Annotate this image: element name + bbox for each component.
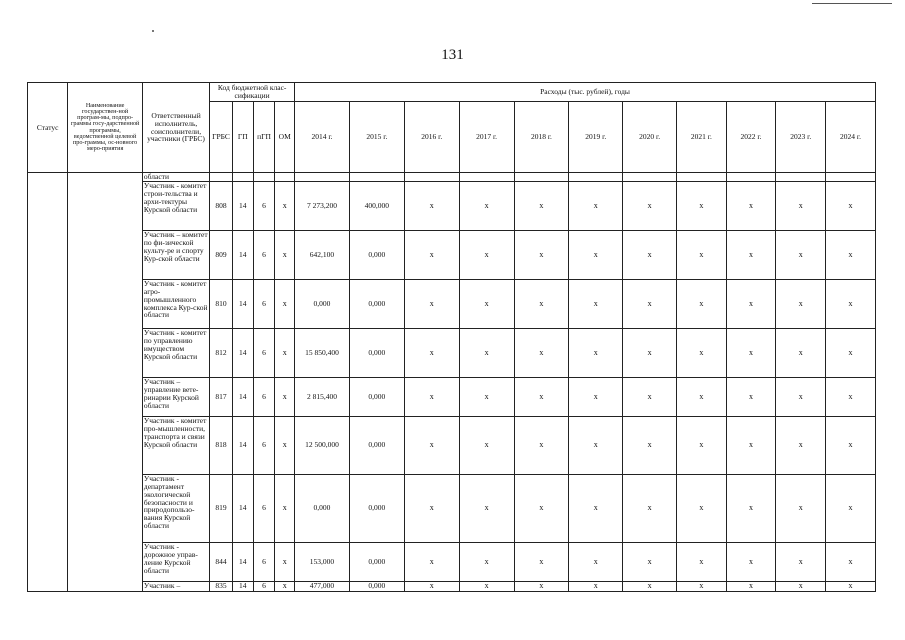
value-cell: х bbox=[726, 230, 776, 279]
value-cell: х bbox=[677, 377, 727, 416]
value-cell: х bbox=[726, 377, 776, 416]
value-cell: х bbox=[776, 230, 826, 279]
value-cell: х bbox=[677, 474, 727, 542]
grbs-cell: 808 bbox=[210, 181, 233, 230]
value-cell: х bbox=[677, 181, 727, 230]
gp-cell: 14 bbox=[232, 328, 253, 377]
header-year-0: 2014 г. bbox=[295, 102, 350, 173]
table-row bbox=[28, 416, 876, 474]
gp-cell: 14 bbox=[232, 377, 253, 416]
om-cell: х bbox=[275, 581, 295, 591]
value-cell: х bbox=[726, 279, 776, 328]
value-cell: х bbox=[677, 542, 727, 581]
participant-cell: Участник - комитет агро-промышленного комплекса Кур-ской области bbox=[142, 279, 209, 328]
table-row bbox=[28, 181, 876, 230]
table-row bbox=[28, 581, 876, 591]
header-code-2: пГП bbox=[253, 102, 275, 173]
pgp-cell: 6 bbox=[253, 279, 275, 328]
value-cell: х bbox=[459, 230, 514, 279]
header-year-4: 2018 г. bbox=[514, 102, 569, 173]
value-cell: 0,000 bbox=[295, 279, 350, 328]
value-cell: х bbox=[726, 328, 776, 377]
value-cell: х bbox=[623, 181, 677, 230]
scan-speck bbox=[152, 30, 154, 32]
value-cell: х bbox=[826, 377, 876, 416]
header-year-7: 2021 г. bbox=[677, 102, 727, 173]
value-cell: 0,000 bbox=[349, 279, 404, 328]
header-name: Наименование государствен-ной програм-мы, подпро-граммы госу-дарственной программы, ведомственной целевой про-граммы, ос-новного меро-приятия bbox=[68, 83, 143, 173]
pgp-cell: 6 bbox=[253, 542, 275, 581]
value-cell: х bbox=[569, 279, 623, 328]
value-cell: х bbox=[776, 542, 826, 581]
participant-cell: Участник - комитет по управлению имуществом Курской области bbox=[142, 328, 209, 377]
status-cell bbox=[28, 173, 68, 592]
value-cell: 7 273,200 bbox=[295, 181, 350, 230]
grbs-cell: 844 bbox=[210, 542, 233, 581]
value-cell: х bbox=[404, 542, 459, 581]
value-cell: х bbox=[826, 581, 876, 591]
budget-table bbox=[27, 82, 876, 592]
header-responsible: Ответственный исполнитель, соисполнители, участники (ГРБС) bbox=[142, 83, 209, 173]
value-cell: 0,000 bbox=[295, 474, 350, 542]
table-row bbox=[28, 474, 876, 542]
value-cell: 642,100 bbox=[295, 230, 350, 279]
participant-cell: Участник – bbox=[142, 581, 209, 591]
gp-cell: 14 bbox=[232, 279, 253, 328]
value-cell: х bbox=[826, 328, 876, 377]
value-cell: х bbox=[404, 279, 459, 328]
header-code-1: ГП bbox=[232, 102, 253, 173]
value-cell: х bbox=[623, 416, 677, 474]
om-cell: х bbox=[275, 416, 295, 474]
participant-cell: Участник - департамент экологической безопасности и природопользо-вания Курской области bbox=[142, 474, 209, 542]
value-cell: 0,000 bbox=[349, 474, 404, 542]
value-cell: х bbox=[677, 581, 727, 591]
value-cell: х bbox=[404, 377, 459, 416]
header-year-9: 2023 г. bbox=[776, 102, 826, 173]
value-cell: х bbox=[459, 581, 514, 591]
header-code-3: ОМ bbox=[275, 102, 295, 173]
value-cell: х bbox=[459, 474, 514, 542]
table-row bbox=[28, 377, 876, 416]
om-cell: х bbox=[275, 230, 295, 279]
value-cell: х bbox=[826, 181, 876, 230]
table-row bbox=[28, 230, 876, 279]
value-cell: х bbox=[514, 181, 569, 230]
value-cell: х bbox=[826, 279, 876, 328]
table-row bbox=[28, 328, 876, 377]
value-cell: х bbox=[677, 279, 727, 328]
value-cell: х bbox=[459, 279, 514, 328]
pgp-cell: 6 bbox=[253, 377, 275, 416]
value-cell: х bbox=[514, 416, 569, 474]
value-cell: 0,000 bbox=[349, 581, 404, 591]
value-cell: х bbox=[459, 328, 514, 377]
gp-cell: 14 bbox=[232, 474, 253, 542]
grbs-cell: 810 bbox=[210, 279, 233, 328]
pgp-cell: 6 bbox=[253, 474, 275, 542]
top-rule bbox=[812, 3, 892, 4]
value-cell: х bbox=[569, 328, 623, 377]
value-cell: х bbox=[776, 377, 826, 416]
pgp-cell: 6 bbox=[253, 328, 275, 377]
value-cell: х bbox=[459, 416, 514, 474]
header-year-2: 2016 г. bbox=[404, 102, 459, 173]
om-cell: х bbox=[275, 328, 295, 377]
participant-cell: Участник – управление вете-ринарии Курской области bbox=[142, 377, 209, 416]
value-cell: х bbox=[459, 377, 514, 416]
value-cell: х bbox=[826, 230, 876, 279]
value-cell: х bbox=[776, 416, 826, 474]
om-cell: х bbox=[275, 474, 295, 542]
value-cell: 15 850,400 bbox=[295, 328, 350, 377]
value-cell: х bbox=[404, 474, 459, 542]
participant-cell: Участник - дорожное управ-ление Курской области bbox=[142, 542, 209, 581]
value-cell: х bbox=[726, 542, 776, 581]
grbs-cell: 817 bbox=[210, 377, 233, 416]
participant-cell: Участник - комитет строи-тельства и архи-тектуры Курской области bbox=[142, 181, 209, 230]
value-cell: х bbox=[569, 181, 623, 230]
value-cell: х bbox=[726, 581, 776, 591]
value-cell: х bbox=[459, 542, 514, 581]
grbs-cell: 818 bbox=[210, 416, 233, 474]
continuation-row bbox=[28, 173, 876, 182]
value-cell: 400,000 bbox=[349, 181, 404, 230]
name-cell bbox=[68, 173, 143, 592]
value-cell: х bbox=[677, 328, 727, 377]
page-number: 131 bbox=[441, 47, 464, 63]
value-cell: х bbox=[514, 474, 569, 542]
value-cell: 0,000 bbox=[349, 230, 404, 279]
value-cell: х bbox=[826, 474, 876, 542]
grbs-cell: 835 bbox=[210, 581, 233, 591]
header-code-group: Код бюджетной клас-сификации bbox=[210, 83, 295, 102]
value-cell: х bbox=[623, 230, 677, 279]
header-year-1: 2015 г. bbox=[349, 102, 404, 173]
value-cell: х bbox=[826, 542, 876, 581]
value-cell: х bbox=[776, 279, 826, 328]
grbs-cell: 819 bbox=[210, 474, 233, 542]
value-cell: х bbox=[776, 474, 826, 542]
value-cell: х bbox=[776, 328, 826, 377]
value-cell: х bbox=[623, 377, 677, 416]
value-cell: х bbox=[514, 230, 569, 279]
header-year-6: 2020 г. bbox=[623, 102, 677, 173]
value-cell: х bbox=[569, 581, 623, 591]
value-cell: х bbox=[623, 542, 677, 581]
om-cell: х bbox=[275, 542, 295, 581]
value-cell: 0,000 bbox=[349, 416, 404, 474]
participant-cell: Участник - комитет про-мышленности, транспорта и связи Курской области bbox=[142, 416, 209, 474]
gp-cell: 14 bbox=[232, 581, 253, 591]
value-cell: х bbox=[726, 181, 776, 230]
value-cell: х bbox=[459, 181, 514, 230]
value-cell: х bbox=[569, 416, 623, 474]
value-cell: х bbox=[726, 474, 776, 542]
value-cell: 0,000 bbox=[349, 328, 404, 377]
value-cell: х bbox=[514, 279, 569, 328]
value-cell: х bbox=[776, 581, 826, 591]
grbs-cell: 812 bbox=[210, 328, 233, 377]
value-cell: х bbox=[514, 377, 569, 416]
value-cell: х bbox=[404, 230, 459, 279]
value-cell: х bbox=[569, 377, 623, 416]
value-cell: 477,000 bbox=[295, 581, 350, 591]
om-cell: х bbox=[275, 377, 295, 416]
value-cell: х bbox=[623, 474, 677, 542]
value-cell: х bbox=[404, 416, 459, 474]
value-cell: х bbox=[514, 542, 569, 581]
value-cell: х bbox=[569, 230, 623, 279]
gp-cell: 14 bbox=[232, 416, 253, 474]
header-year-3: 2017 г. bbox=[459, 102, 514, 173]
gp-cell: 14 bbox=[232, 181, 253, 230]
value-cell: х bbox=[623, 581, 677, 591]
header-status: Статус bbox=[28, 83, 68, 173]
value-cell: х bbox=[569, 542, 623, 581]
value-cell: х bbox=[623, 328, 677, 377]
value-cell: 153,000 bbox=[295, 542, 350, 581]
value-cell: х bbox=[514, 328, 569, 377]
pgp-cell: 6 bbox=[253, 581, 275, 591]
participant-cell: Участник – комитет по фи-зической культу-ре и спорту Кур-ской области bbox=[142, 230, 209, 279]
value-cell: х bbox=[514, 581, 569, 591]
header-year-8: 2022 г. bbox=[726, 102, 776, 173]
value-cell: 12 500,000 bbox=[295, 416, 350, 474]
value-cell: 0,000 bbox=[349, 542, 404, 581]
value-cell: х bbox=[404, 581, 459, 591]
continuation-text: области bbox=[142, 173, 209, 182]
om-cell: х bbox=[275, 181, 295, 230]
table-row bbox=[28, 279, 876, 328]
om-cell: х bbox=[275, 279, 295, 328]
pgp-cell: 6 bbox=[253, 416, 275, 474]
value-cell: х bbox=[826, 416, 876, 474]
table-row bbox=[28, 542, 876, 581]
header-code-0: ГРБС bbox=[210, 102, 233, 173]
value-cell: 2 815,400 bbox=[295, 377, 350, 416]
value-cell: х bbox=[623, 279, 677, 328]
header-row-1 bbox=[28, 83, 876, 102]
header-expenses-group: Расходы (тыс. рублей), годы bbox=[295, 83, 876, 102]
value-cell: х bbox=[677, 416, 727, 474]
gp-cell: 14 bbox=[232, 230, 253, 279]
value-cell: х bbox=[677, 230, 727, 279]
value-cell: х bbox=[569, 474, 623, 542]
grbs-cell: 809 bbox=[210, 230, 233, 279]
pgp-cell: 6 bbox=[253, 181, 275, 230]
header-year-10: 2024 г. bbox=[826, 102, 876, 173]
value-cell: х bbox=[776, 181, 826, 230]
value-cell: х bbox=[404, 328, 459, 377]
value-cell: х bbox=[726, 416, 776, 474]
value-cell: 0,000 bbox=[349, 377, 404, 416]
gp-cell: 14 bbox=[232, 542, 253, 581]
header-year-5: 2019 г. bbox=[569, 102, 623, 173]
value-cell: х bbox=[404, 181, 459, 230]
pgp-cell: 6 bbox=[253, 230, 275, 279]
